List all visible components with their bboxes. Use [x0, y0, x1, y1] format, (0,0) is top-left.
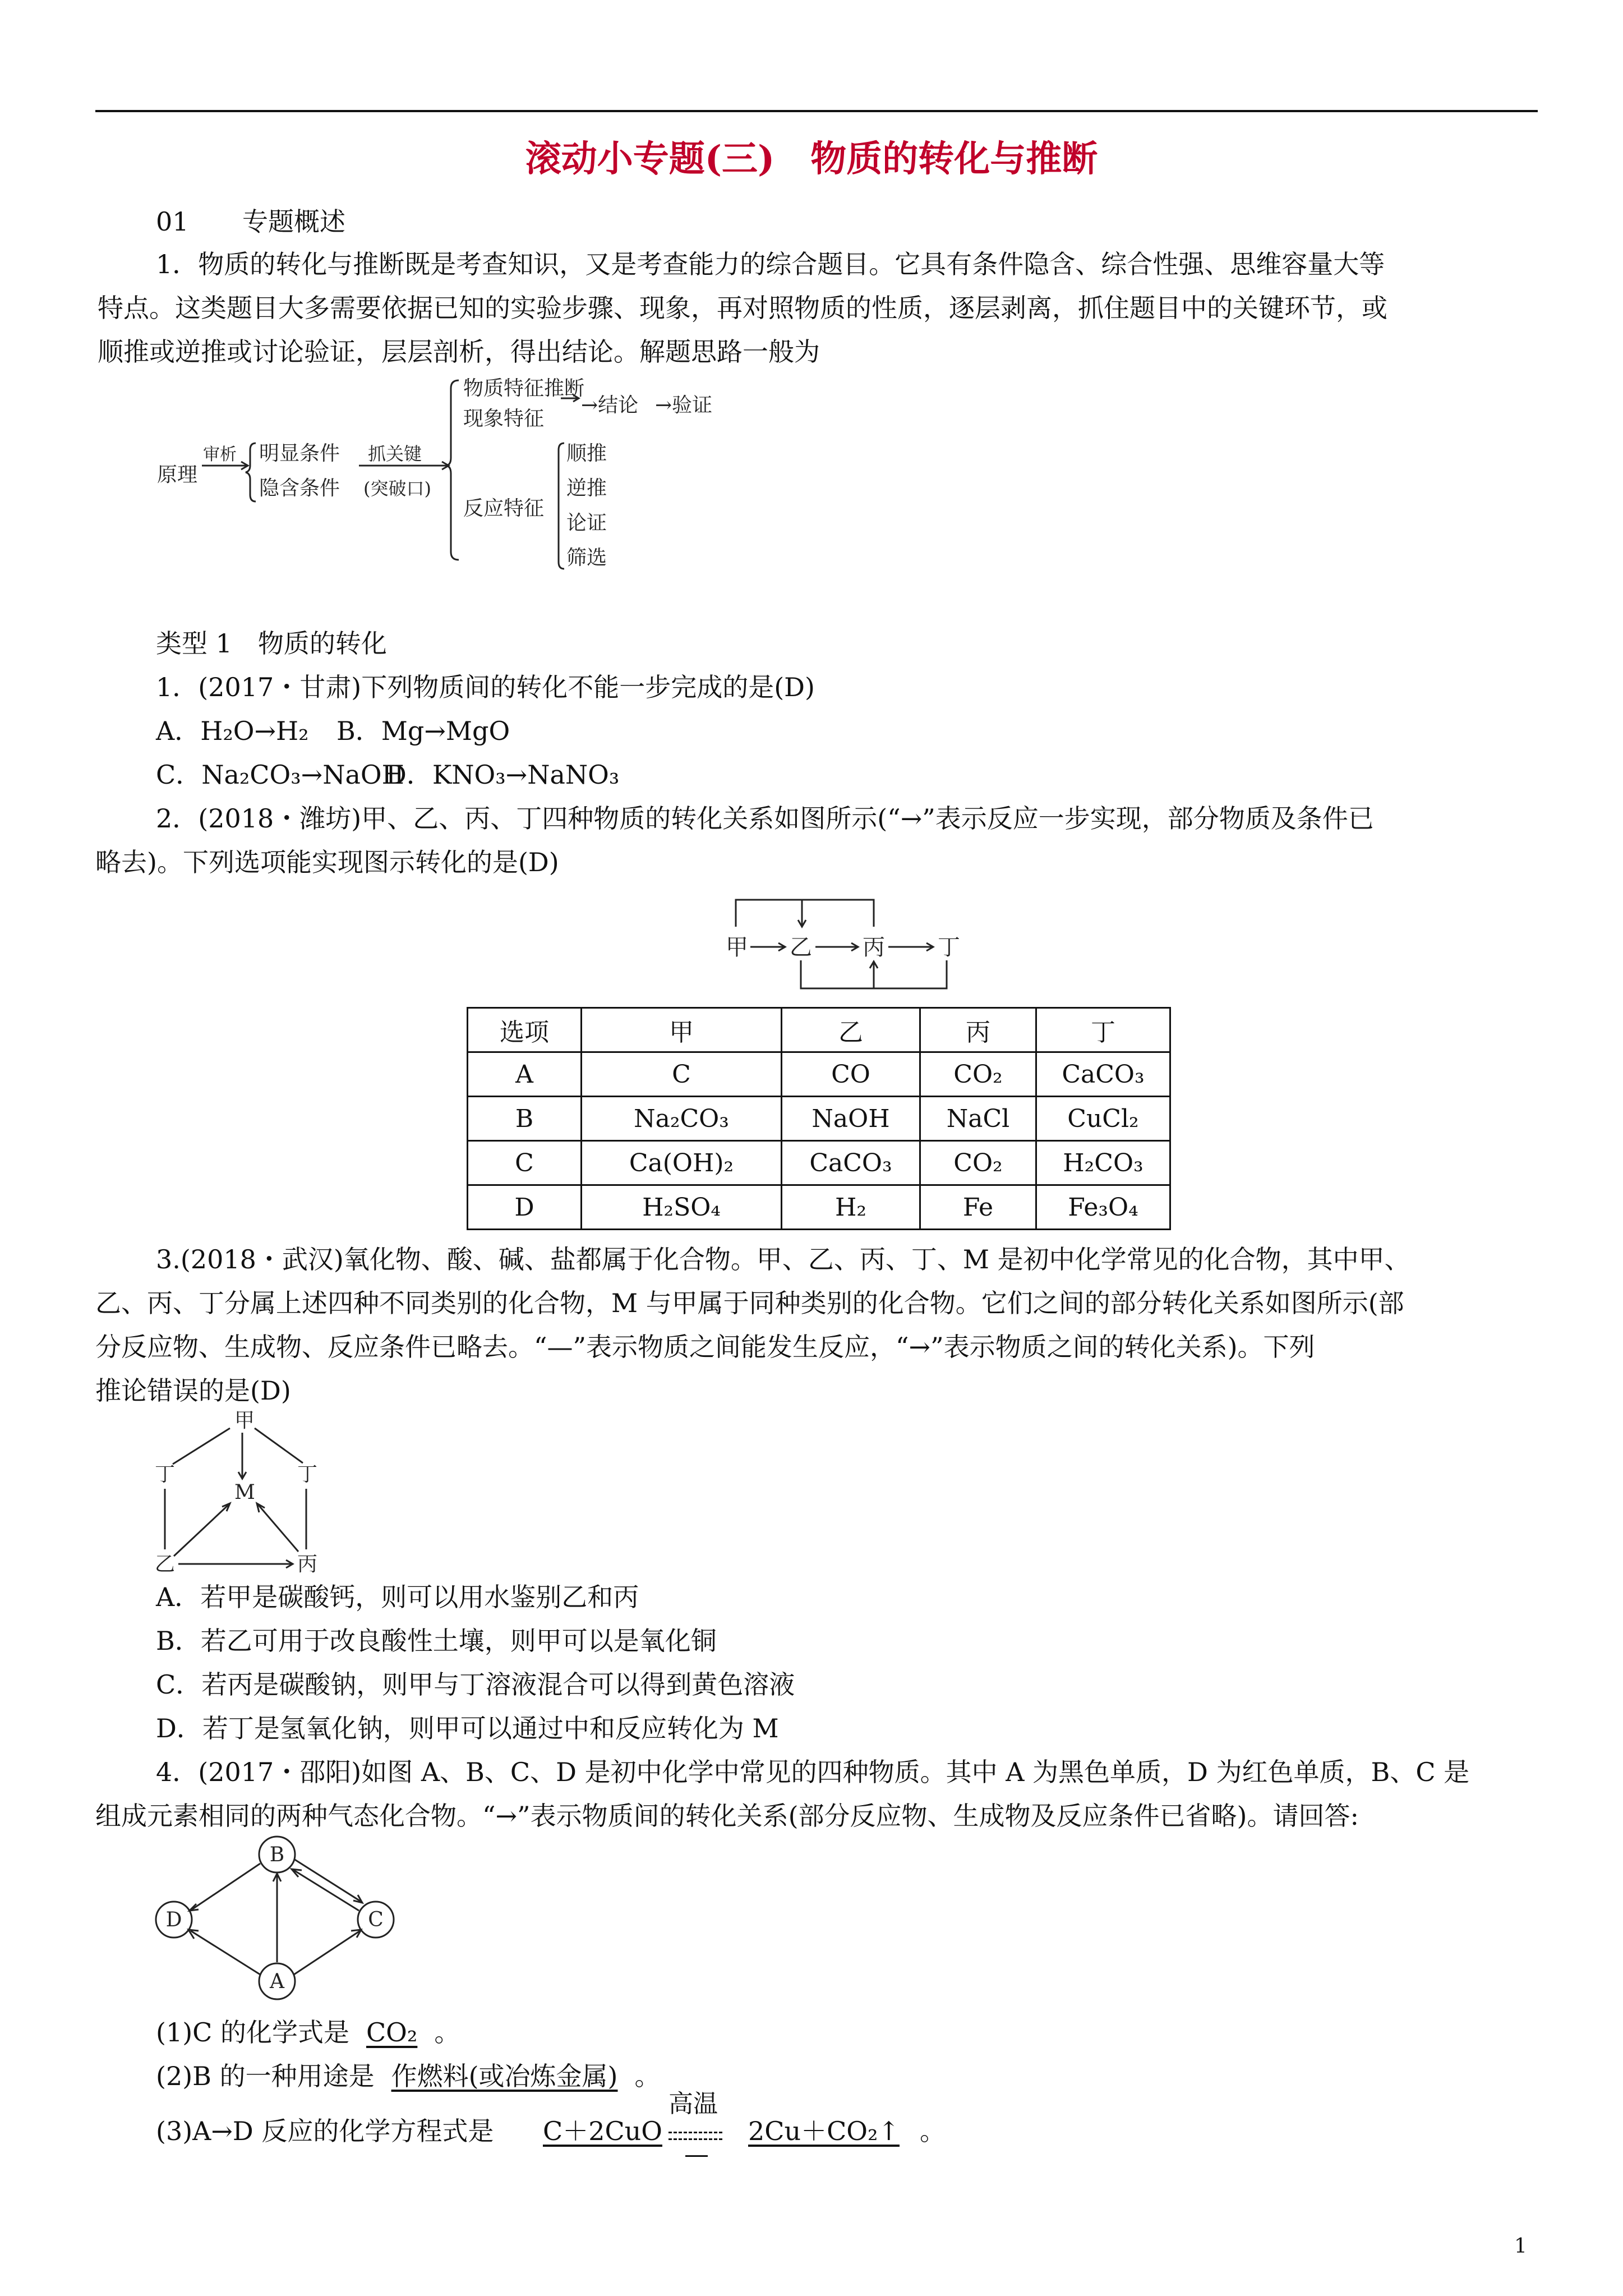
flow-backward: 逆推	[566, 477, 607, 500]
table-cell: H₂CO₃	[1036, 1141, 1170, 1185]
q4-sub3-right: 2Cu＋CO₂↑	[748, 2116, 900, 2146]
table-cell: CaCO₃	[782, 1141, 920, 1185]
table-cell: Ca(OH)₂	[582, 1141, 782, 1185]
table-cell: NaOH	[782, 1097, 920, 1141]
intro-line-3: 顺推或逆推或讨论验证，层层剖析，得出结论。解题思路一般为	[98, 337, 820, 367]
q3-node-m: M	[234, 1481, 255, 1504]
q3-node-ding-right: 丁	[297, 1463, 318, 1486]
equals-sign-tail	[685, 2155, 708, 2157]
intro-line-1: 1．物质的转化与推断既是考查知识，又是考查能力的综合题目。它具有条件隐含、综合性强、思维容量大等	[156, 249, 1385, 279]
q1-option-d: D．KNO₃→NaNO₃	[386, 760, 620, 790]
flow-filter: 筛选	[566, 546, 607, 569]
table-header-cell: 选项	[468, 1008, 582, 1052]
q2-transform-diagram	[723, 892, 981, 999]
table-cell: CO₂	[920, 1141, 1036, 1185]
table-row	[468, 1185, 1170, 1230]
q3-node-yi: 乙	[155, 1553, 176, 1576]
section-label: 专题概述	[242, 206, 345, 237]
q2-node-bing: 丙	[863, 935, 885, 960]
table-header-cell: 丙	[920, 1008, 1036, 1052]
q4-sub2	[156, 2054, 661, 2098]
table-header-cell: 甲	[582, 1008, 782, 1052]
q4-sub3-left: C＋2CuO	[543, 2116, 662, 2146]
q3-option-b: B．若乙可用于改良酸性土壤，则甲可以是氧化铜	[156, 1626, 717, 1656]
table-row	[468, 1141, 1170, 1185]
table-cell: C	[468, 1141, 582, 1185]
flow-forward: 顺推	[566, 442, 607, 465]
table-cell: CuCl₂	[1036, 1097, 1170, 1141]
q1-option-b: B．Mg→MgO	[336, 716, 510, 746]
q3-node-ding-left: 丁	[155, 1463, 176, 1486]
table-header-cell: 丁	[1036, 1008, 1170, 1052]
flow-origin: 原理	[157, 463, 198, 486]
flow-obvious: 明显条件	[259, 442, 340, 465]
flow-key: 抓关键	[368, 443, 422, 464]
q1-stem: 1．(2017・甘肃)下列物质间的转化不能一步完成的是(D)	[156, 672, 815, 702]
q4-sub3-condition: 高温	[668, 2090, 718, 2118]
q4-sub1	[156, 2010, 460, 2054]
table-cell: D	[468, 1185, 582, 1230]
q3-node-bing: 丙	[297, 1553, 318, 1576]
q4-relation-diagram	[151, 1834, 404, 2003]
q4-sub3-prefix: (3)A→D 反应的化学方程式是	[156, 2116, 494, 2146]
flow-shenxi: 审析	[203, 445, 237, 464]
flow-phenomenon: 现象特征	[463, 407, 545, 430]
q3-relation-diagram	[150, 1408, 330, 1576]
equals-sign-bottom	[668, 2138, 722, 2142]
q4-sub1-prefix: (1)C 的化学式是	[156, 2017, 349, 2047]
q4-sub1-suffix: 。	[434, 2017, 460, 2047]
q2-node-jia: 甲	[726, 935, 748, 960]
q3-node-jia: 甲	[234, 1409, 255, 1432]
q4-line-1: 4．(2017・邵阳)如图 A、B、C、D 是初中化学中常见的四种物质。其中 A 为黑色单质，D 为红色单质，B、C 是	[156, 1757, 1470, 1787]
q3-option-a: A．若甲是碳酸钙，则可以用水鉴别乙和丙	[156, 1582, 639, 1612]
table-header-cell: 乙	[782, 1008, 920, 1052]
q4-node-d: D	[165, 1908, 182, 1931]
table-cell: Fe₃O₄	[1036, 1185, 1170, 1230]
q3-line-2: 乙、丙、丁分属上述四种不同类别的化合物，M 与甲属于同种类别的化合物。它们之间的部分转化关系如图所示(部	[95, 1288, 1404, 1318]
table-cell: B	[468, 1097, 582, 1141]
q3-option-d: D．若丁是氢氧化钠，则甲可以通过中和反应转化为 M	[156, 1713, 779, 1743]
table-cell: H₂	[782, 1185, 920, 1230]
q4-sub2-prefix: (2)B 的一种用途是	[156, 2061, 375, 2091]
page-title: 滚动小专题(三) 物质的转化与推断	[525, 138, 1098, 180]
table-header-row	[468, 1008, 1170, 1052]
q1-option-c: C．Na₂CO₃→NaOH	[156, 760, 404, 790]
table-row	[468, 1052, 1170, 1097]
table-cell: H₂SO₄	[582, 1185, 782, 1230]
table-cell: NaCl	[920, 1097, 1036, 1141]
q4-node-a: A	[270, 1970, 284, 1993]
table-cell: C	[582, 1052, 782, 1097]
table-cell: Na₂CO₃	[582, 1097, 782, 1141]
q4-node-b: B	[269, 1843, 285, 1866]
flow-breakpoint: (突破口)	[363, 478, 431, 499]
q4-sub3-suffix: 。	[920, 2116, 946, 2146]
equals-sign-top	[668, 2132, 722, 2135]
q2-node-ding: 丁	[938, 935, 960, 960]
flow-conclusion: →结论	[581, 394, 639, 417]
table-row	[468, 1097, 1170, 1141]
solution-flow-diagram	[151, 370, 757, 578]
q3-line-3: 分反应物、生成物、反应条件已略去。“—”表示物质之间能发生反应，“→”表示物质之间的转化关系)。下列	[95, 1332, 1315, 1362]
q4-node-c: C	[368, 1908, 384, 1931]
table-cell: A	[468, 1052, 582, 1097]
flow-discuss: 论证	[566, 512, 607, 535]
page-number: 1	[1514, 2235, 1527, 2258]
q4-sub1-answer: CO₂	[366, 2017, 418, 2047]
table-cell: CO₂	[920, 1052, 1036, 1097]
q3-line-1: 3.(2018・武汉)氧化物、酸、碱、盐都属于化合物。甲、乙、丙、丁、M 是初中化学常见的化合物，其中甲、	[156, 1244, 1410, 1274]
flow-verify: →验证	[655, 394, 713, 417]
q4-sub2-answer: 作燃料(或冶炼金属)	[391, 2061, 618, 2091]
table-cell: CO	[782, 1052, 920, 1097]
q4-sub2-suffix: 。	[634, 2061, 661, 2091]
q3-option-c: C．若丙是碳酸钠，则甲与丁溶液混合可以得到黄色溶液	[156, 1669, 795, 1700]
q3-line-4: 推论错误的是(D)	[95, 1375, 291, 1406]
intro-line-2: 特点。这类题目大多需要依据已知的实验步骤、现象，再对照物质的性质，逐层剥离，抓住题目中的关键环节，或	[98, 293, 1387, 323]
q2-options-table	[467, 1007, 1171, 1230]
table-cell: CaCO₃	[1036, 1052, 1170, 1097]
table-cell: Fe	[920, 1185, 1036, 1230]
flow-hidden: 隐含条件	[259, 477, 340, 500]
top-rule	[95, 110, 1538, 112]
q2-line-2: 略去)。下列选项能实现图示转化的是(D)	[95, 847, 559, 877]
flow-reaction: 反应特征	[463, 497, 545, 520]
type1-heading: 类型 1 物质的转化	[156, 628, 387, 659]
q2-line-1: 2．(2018・潍坊)甲、乙、丙、丁四种物质的转化关系如图所示(“→”表示反应一步实现，部分物质及条件已	[156, 803, 1374, 834]
intro-paragraph	[98, 242, 1536, 374]
flow-substance: 物质特征推断	[463, 377, 585, 400]
section-number: 01	[156, 206, 189, 237]
q2-node-yi: 乙	[790, 935, 812, 960]
q4-line-2: 组成元素相同的两种气态化合物。“→”表示物质间的转化关系(部分反应物、生成物及反应条件已省略)。请回答:	[95, 1801, 1359, 1831]
q1-option-a: A．H₂O→H₂	[156, 716, 309, 746]
